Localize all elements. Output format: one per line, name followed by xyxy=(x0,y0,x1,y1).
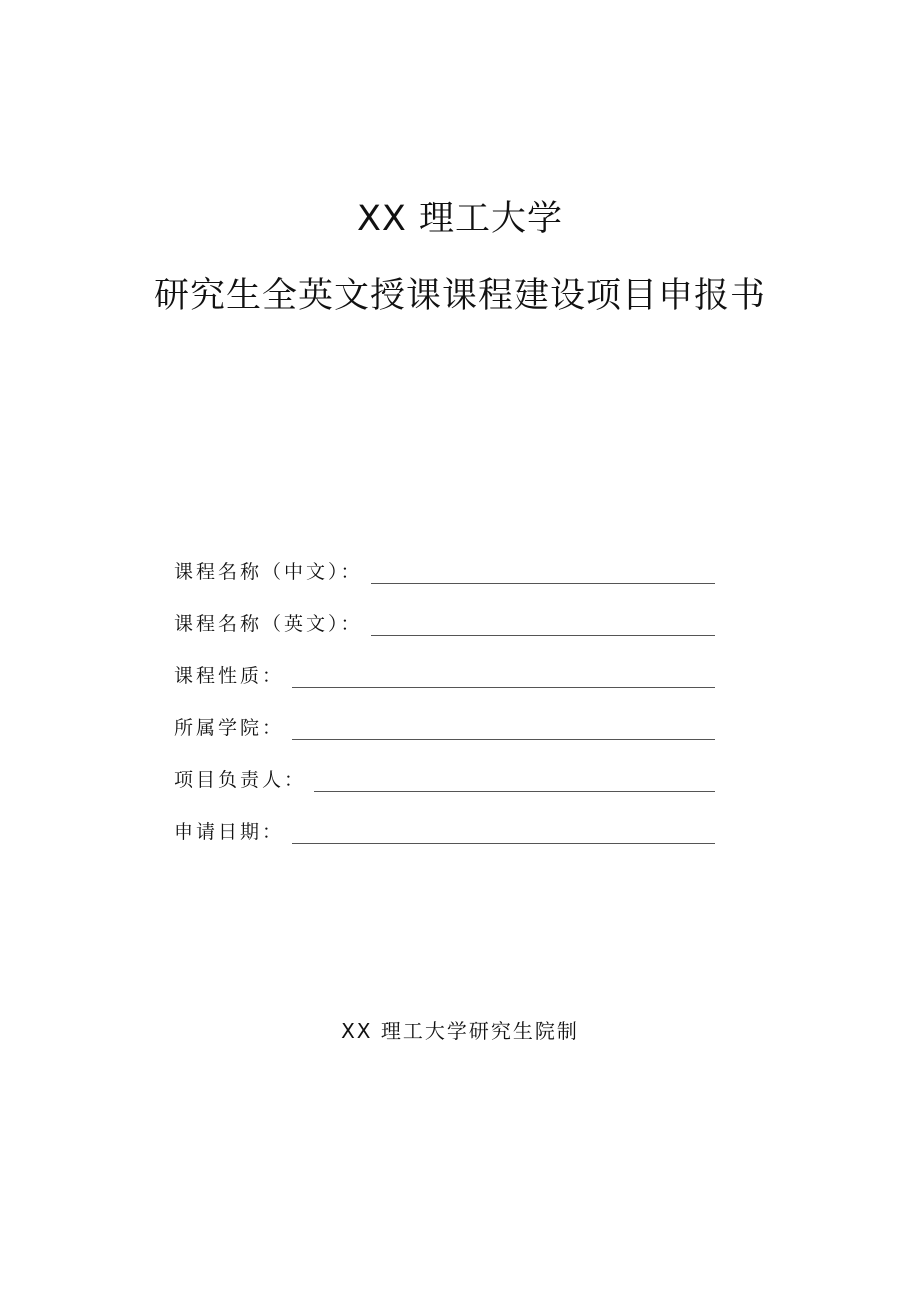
university-name: XX 理工大学 xyxy=(356,199,564,239)
course-nature-field[interactable] xyxy=(292,661,715,688)
application-date-row xyxy=(174,796,715,848)
issuer-footer: XX 理工大学研究生院制 xyxy=(341,1019,579,1043)
project-leader-field[interactable] xyxy=(314,765,715,792)
course-name-english-field[interactable] xyxy=(371,609,715,636)
college-label: 所属学院： xyxy=(174,717,285,739)
project-leader-label: 项目负责人： xyxy=(174,769,307,791)
course-nature-label: 课程性质： xyxy=(174,665,285,687)
course-name-chinese-label: 课程名称（中文）： xyxy=(174,561,363,583)
college-row xyxy=(174,692,715,744)
course-nature-row xyxy=(174,640,715,692)
course-name-chinese-row xyxy=(174,536,715,588)
course-name-chinese-field[interactable] xyxy=(371,557,715,584)
course-name-english-label: 课程名称（英文）： xyxy=(174,613,363,635)
document-title: 研究生全英文授课课程建设项目申报书 xyxy=(153,276,766,316)
college-field[interactable] xyxy=(292,713,715,740)
application-date-label: 申请日期： xyxy=(174,821,285,843)
application-date-field[interactable] xyxy=(292,817,715,844)
course-name-english-row xyxy=(174,588,715,640)
project-leader-row xyxy=(174,744,715,796)
application-form xyxy=(174,536,715,848)
